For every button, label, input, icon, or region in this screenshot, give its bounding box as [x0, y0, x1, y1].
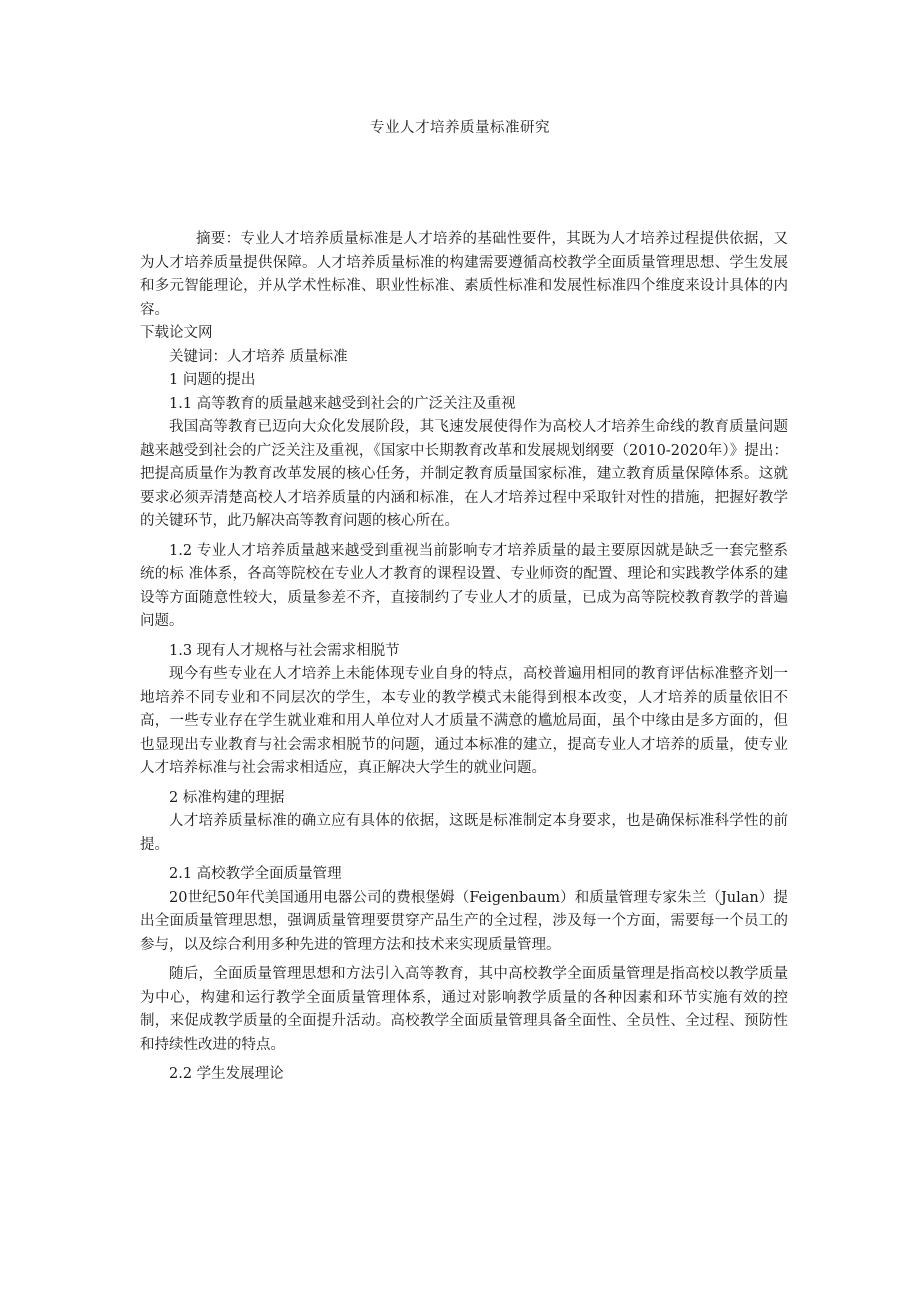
- document-title: 专业人才培养质量标准研究: [370, 120, 550, 136]
- keywords-line: 关键词：人才培养 质量标准: [169, 348, 348, 365]
- document-body: [140, 228, 788, 1087]
- section-1-3-heading: 1.3 现有人才规格与社会需求相脱节: [169, 642, 400, 659]
- abstract-paragraph: 摘要：专业人才培养质量标准是人才培养的基础性要件，其既为人才培养过程提供依据，又为人才培养质量提供保障。人才培养质量标准的构建需要遵循高校教学全面质量管理思想、学生发展和多元智能理论，并从学术性标准、职业性标准、素质性标准和发展性标准四个维度来设计具体的内容。: [140, 231, 788, 318]
- section-1-1-body: 我国高等教育已迈向大众化发展阶段，其飞速发展使得作为高校人才培养生命线的教育质量问题越来越受到社会的广泛关注及重视，《国家中长期教育改革和发展规划纲要（2010-2020年）》提出：把提高质量作为教育改革发展的核心任务，并制定教育质量国家标准，建立教育质量保障体系。这就要求必须弄清楚高校人才培养质量的内涵和标准，在人才培养过程中采取针对性的措施，把握好教学的关键环节，此乃解决高等教育问题的核心所在。: [140, 419, 788, 529]
- section-2-2-heading: 2.2 学生发展理论: [169, 1066, 284, 1082]
- section-1-3-body: 现今有些专业在人才培养上未能体现专业自身的特点，高校普遍用相同的教育评估标准整齐划一地培养不同专业和不同层次的学生，本专业的教学模式未能得到根本改变，人才培养的质量依旧不高，一些专业存在学生就业难和用人单位对人才质量不满意的尴尬局面，虽个中缘由是多方面的，但也显现出专业教育与社会需求相脱节的问题，通过本标准的建立，提高专业人才培养的质量，使专业人才培养标准与社会需求相适应，真正解决大学生的就业问题。: [140, 666, 788, 776]
- source-note: 下载论文网: [140, 325, 213, 341]
- section-2-intro: 人才培养质量标准的确立应有具体的依据，这既是标准制定本身要求，也是确保标准科学性的前提。: [140, 813, 788, 853]
- section-1-heading: 1 问题的提出: [169, 372, 256, 388]
- section-2-1-body-2: 随后，全面质量管理思想和方法引入高等教育，其中高校教学全面质量管理是指高校以教学质量为中心，构建和运行教学全面质量管理体系，通过对影响教学质量的各种因素和环节实施有效的控制，来促成教学质量的全面提升活动。高校教学全面质量管理具备全面性、全员性、全过程、预防性和持续性改进的特点。: [140, 966, 788, 1053]
- section-2-1-body-1: 20世纪50年代美国通用电器公司的费根堡姆（Feigenbaum）和质量管理专家朱兰（Julan）提出全面质量管理思想，强调质量管理要贯穿产品生产的全过程，涉及每一个方面，需要每一个员工的参与，以及综合利用多种先进的管理方法和技术来实现质量管理。: [140, 889, 788, 953]
- section-2-1-heading: 2.1 高校教学全面质量管理: [169, 866, 342, 882]
- section-1-2-paragraph: 1.2 专业人才培养质量越来越受到重视当前影响专才培养质量的最主要原因就是缺乏一套完整系统的标 准体系，各高等院校在专业人才教育的课程设置、专业师资的配置、理论和实践教学体系的建设等方面随意性较大，质量参差不齐，直接制约了专业人才的质量，已成为高等院校教育教学的普遍问题。: [140, 542, 788, 629]
- section-2-heading: 2 标准构建的理据: [169, 789, 285, 806]
- section-1-1-heading: 1.1 高等教育的质量越来越受到社会的广泛关注及重视: [169, 395, 516, 412]
